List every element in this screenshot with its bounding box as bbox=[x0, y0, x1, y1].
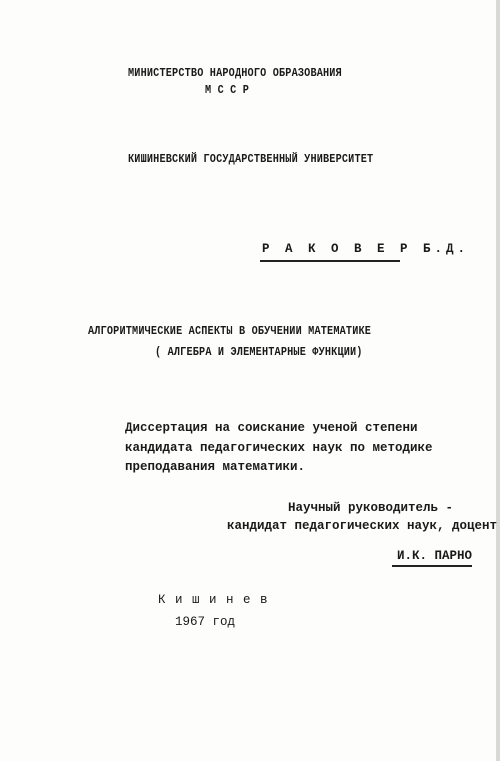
dissertation-title-line-1: АЛГОРИТМИЧЕСКИЕ АСПЕКТЫ В ОБУЧЕНИИ МАТЕМАТИКЕ bbox=[88, 324, 372, 338]
author-underline bbox=[260, 260, 400, 262]
dissertation-description-line-1: Диссертация на соискание ученой степени bbox=[125, 421, 418, 435]
supervisor-underline bbox=[392, 565, 472, 567]
dissertation-title-line-2: ( АЛГЕБРА И ЭЛЕМЕНТАРНЫЕ ФУНКЦИИ) bbox=[155, 345, 363, 359]
ministry-heading: МИНИСТЕРСТВО НАРОДНОГО ОБРАЗОВАНИЯ bbox=[128, 66, 342, 80]
author-name: Р А К О В Е Р Б.Д. bbox=[262, 242, 470, 256]
supervisor-role: Научный руководитель - bbox=[288, 501, 454, 515]
city: К и ш и н е в bbox=[158, 593, 269, 607]
dissertation-description-line-3: преподавания математики. bbox=[125, 460, 306, 474]
supervisor-degree: кандидат педагогических наук, доцент bbox=[227, 519, 498, 533]
university-heading: КИШИНЕВСКИЙ ГОСУДАРСТВЕННЫЙ УНИВЕРСИТЕТ bbox=[128, 152, 374, 166]
dissertation-description-line-2: кандидата педагогических наук по методике bbox=[125, 441, 433, 455]
supervisor-name: И.К. ПАРНО bbox=[397, 549, 473, 563]
page-edge bbox=[496, 0, 500, 761]
republic-heading: М С С Р bbox=[205, 83, 250, 97]
year: 1967 год bbox=[175, 615, 236, 629]
